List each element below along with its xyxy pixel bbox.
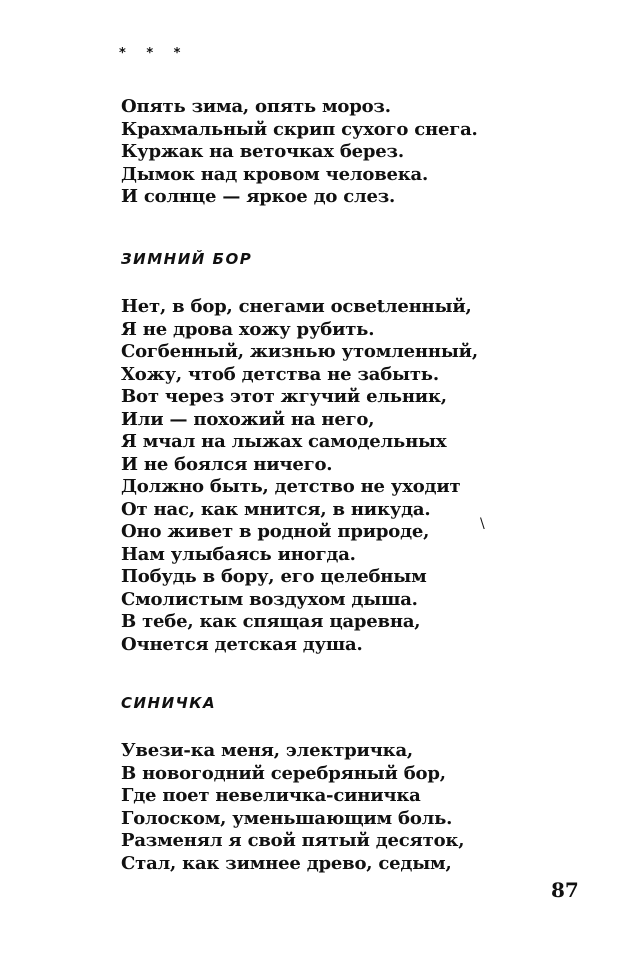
poem-line: Увези-ка меня, электричка, <box>121 740 413 761</box>
poem-line: Разменял я свой пятый десяток, <box>121 830 465 851</box>
poem-line: Должно быть, детство не уходит <box>121 476 461 497</box>
poem-line: Побудь в бору, его целебным <box>121 566 427 587</box>
poem-untitled <box>121 96 478 209</box>
poem-line: Опять зима, опять мороз. <box>121 96 391 117</box>
poem-line: Вот через этот жгучий ельник, <box>121 386 447 407</box>
poem-title-sinichka: СИНИЧКА <box>121 694 217 712</box>
poem-line: Куржак на веточках берез. <box>121 141 404 162</box>
poem-line: Нет, в бор, снегами освеtленный, <box>121 296 472 317</box>
poem-line: Согбенный, жизнью утомленный, <box>121 341 478 362</box>
poem-line: Голоском, уменьшающим боль. <box>121 807 453 829</box>
poem-line: Хожу, чтоб детства не забыть. <box>121 363 439 385</box>
poem-line: Где поет невеличка-синичка <box>121 785 421 806</box>
poem-line: От нас, как мнится, в никуда. <box>121 498 431 520</box>
poem-line: Дымок над кровом человека. <box>121 163 429 185</box>
poem-line: Я мчал на лыжах самодельных <box>121 431 447 452</box>
poem-line: В новогодний серебряный бор, <box>121 762 446 784</box>
poem-title-zimniy-bor: ЗИМНИЙ БОР <box>121 250 253 268</box>
poem-sinichka <box>121 740 464 875</box>
poem-line: И не боялся ничего. <box>121 453 333 475</box>
poem-line: Крахмальный скрип сухого снега. <box>121 118 478 140</box>
poem-line: Нам улыбаясь иногда. <box>121 543 356 565</box>
page-number: 87 <box>551 878 579 902</box>
poem-zimniy-bor <box>121 296 478 656</box>
poem-line: Смолистым воздухом дыша. <box>121 588 418 610</box>
poem-line: Или — похожий на него, <box>121 408 375 430</box>
poem-line: Стал, как зимнее древо, седым, <box>121 852 452 874</box>
section-ornament: * * * <box>119 46 189 61</box>
poem-line: Я не дрова хожу рубить. <box>121 318 375 340</box>
poem-line: В тебе, как спящая царевна, <box>121 611 421 632</box>
poem-line: Оно живет в родной природе, <box>121 521 430 542</box>
print-mark: \ <box>480 516 485 532</box>
poem-line: И солнце — яркое до слез. <box>121 186 396 207</box>
poem-line: Очнется детская душа. <box>121 633 363 655</box>
